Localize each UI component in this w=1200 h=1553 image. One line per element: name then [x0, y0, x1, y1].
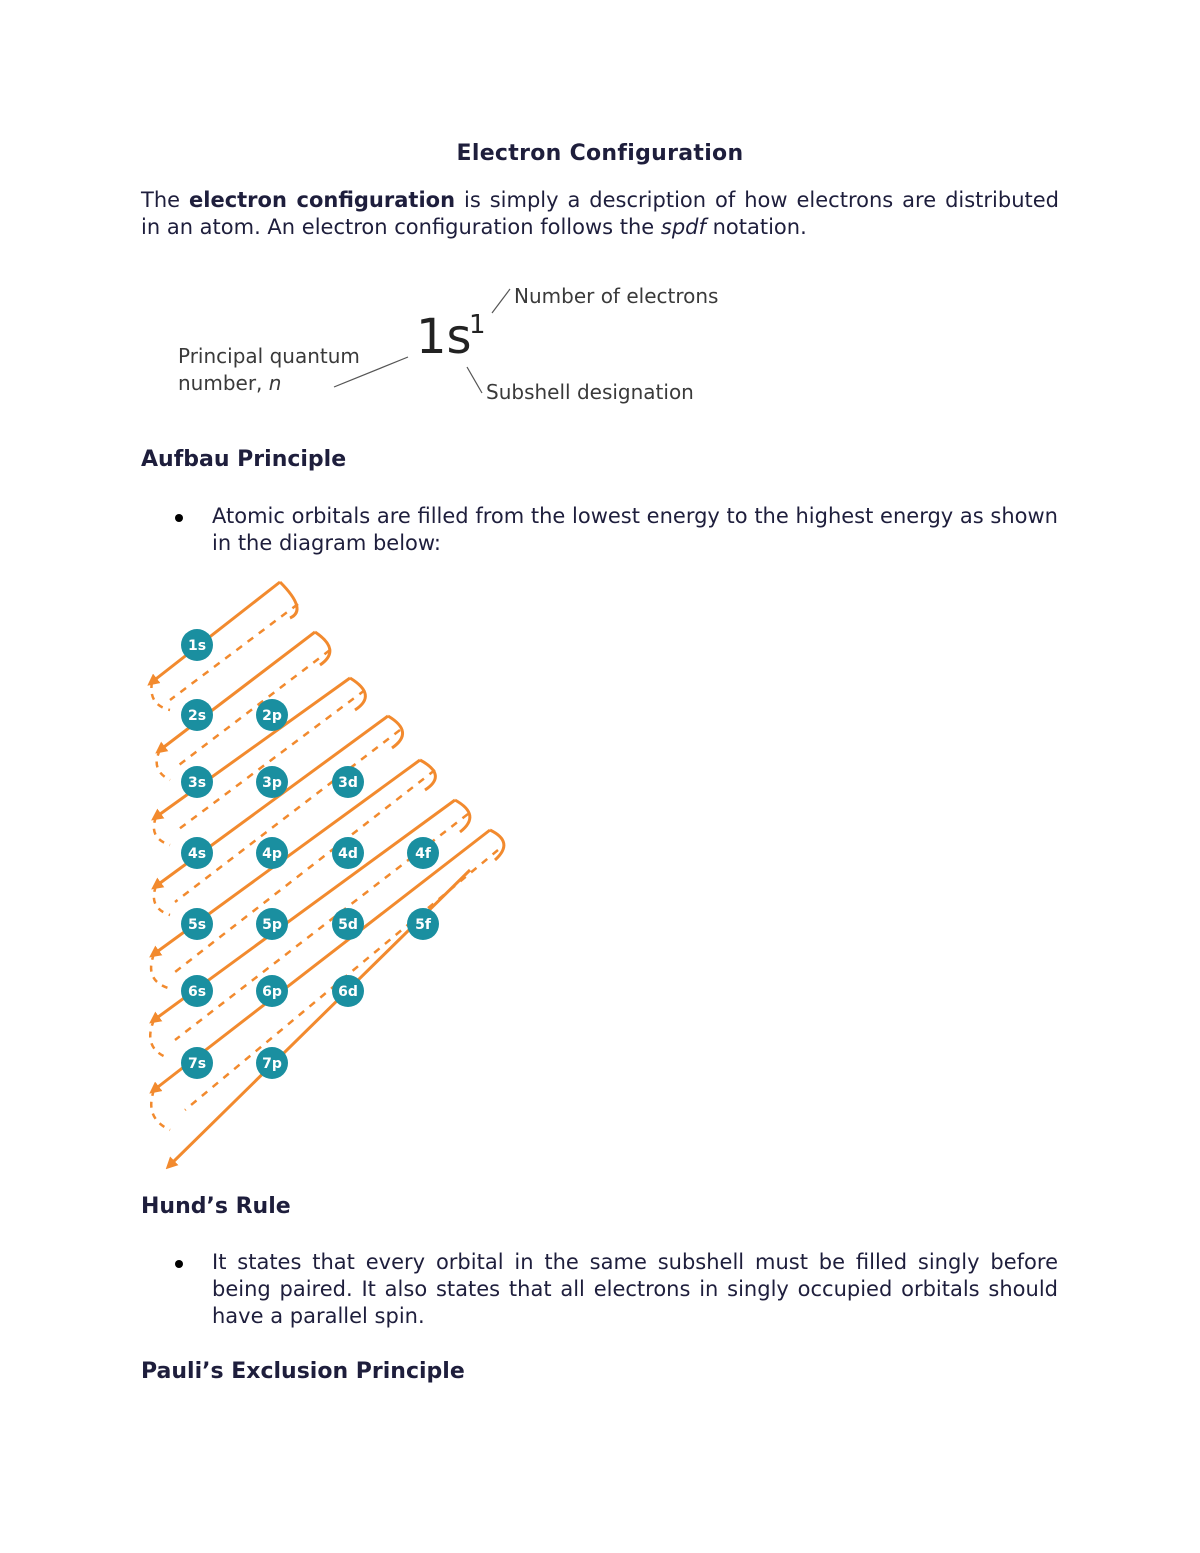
- aufbau-loop-3: [154, 817, 170, 845]
- orbital-2p-label: 2p: [262, 708, 282, 724]
- aufbau-loop-7: [151, 1090, 170, 1130]
- orbital-5p-label: 5p: [262, 917, 282, 933]
- aufbau-loop-2: [157, 750, 170, 780]
- document-title: Electron Configuration: [456, 141, 744, 166]
- aufbau-arrow-3: [156, 678, 350, 817]
- aufbau-hook-3: [350, 678, 365, 710]
- orbital-2s-label: 2s: [187, 708, 207, 724]
- aufbau-loop-4: [154, 886, 170, 915]
- orbital-6s-label: 6s: [187, 984, 207, 1000]
- label-number-of-electrons: Number of electrons: [514, 284, 719, 308]
- orbital-1s-label: 1s: [187, 638, 207, 654]
- orbital-3d-label: 3d: [338, 775, 358, 791]
- orbital-6p-label: 6p: [262, 984, 282, 1000]
- subshell-pointer: [467, 367, 482, 393]
- hund-bullet: It states that every orbital in the same subshell must be filled singly before being paired. It also states that all electrons in singly occupied orbitals should have a parallel spin.: [141, 1249, 1059, 1334]
- intro-paragraph: The electron configuration is simply a description of how electrons are distributed in an atom. An electron configuration follows the spdf notation.: [141, 188, 1060, 239]
- aufbau-loop-5: [151, 954, 168, 988]
- aufbau-loop-1: [151, 682, 170, 710]
- orbital-5s-label: 5s: [187, 917, 207, 933]
- orbital-4f-label: 4f: [415, 846, 431, 862]
- bullet-dot: [175, 1260, 183, 1268]
- aufbau-hook-7: [490, 830, 504, 860]
- orbital-3s-label: 3s: [187, 775, 207, 791]
- orbital-5f-label: 5f: [415, 917, 431, 933]
- aufbau-hook-5: [420, 760, 435, 790]
- orbital-4p-label: 4p: [262, 846, 282, 862]
- orbital-6d-label: 6d: [338, 984, 358, 1000]
- aufbau-loop-6: [150, 1020, 168, 1058]
- term-electron-configuration: electron configuration: [189, 188, 456, 212]
- heading-aufbau: Aufbau Principle: [141, 447, 347, 472]
- aufbau-diagram: [130, 570, 530, 1180]
- notation-diagram: [170, 275, 750, 415]
- aufbau-bullet: Atomic orbitals are filled from the lowest energy to the highest energy as shown in the diagram below:: [141, 503, 1059, 563]
- orbital-7p-label: 7p: [262, 1056, 282, 1072]
- heading-paulis-exclusion: Pauli’s Exclusion Principle: [141, 1359, 465, 1384]
- heading-hunds-rule: Hund’s Rule: [141, 1194, 291, 1219]
- orbital-7s-label: 7s: [187, 1056, 207, 1072]
- orbital-3p-label: 3p: [262, 775, 282, 791]
- orbital-4d-label: 4d: [338, 846, 358, 862]
- symbol-superscript: 1: [469, 310, 486, 340]
- aufbau-hook-1: [280, 582, 297, 618]
- label-principal-line1: Principal quantum: [178, 344, 360, 368]
- label-principal-line2: number, n: [178, 371, 282, 395]
- bullet-dot: [175, 514, 183, 522]
- aufbau-hook-6: [455, 800, 470, 832]
- spdf-term: spdf: [660, 215, 706, 239]
- label-subshell-designation: Subshell designation: [486, 380, 694, 404]
- aufbau-guide-4: [175, 730, 400, 902]
- aufbau-hook-4: [388, 716, 403, 748]
- orbital-4s-label: 4s: [187, 846, 207, 862]
- electrons-pointer: [492, 289, 510, 313]
- orbital-5d-label: 5d: [338, 917, 358, 933]
- symbol-1s: 1s: [416, 309, 472, 365]
